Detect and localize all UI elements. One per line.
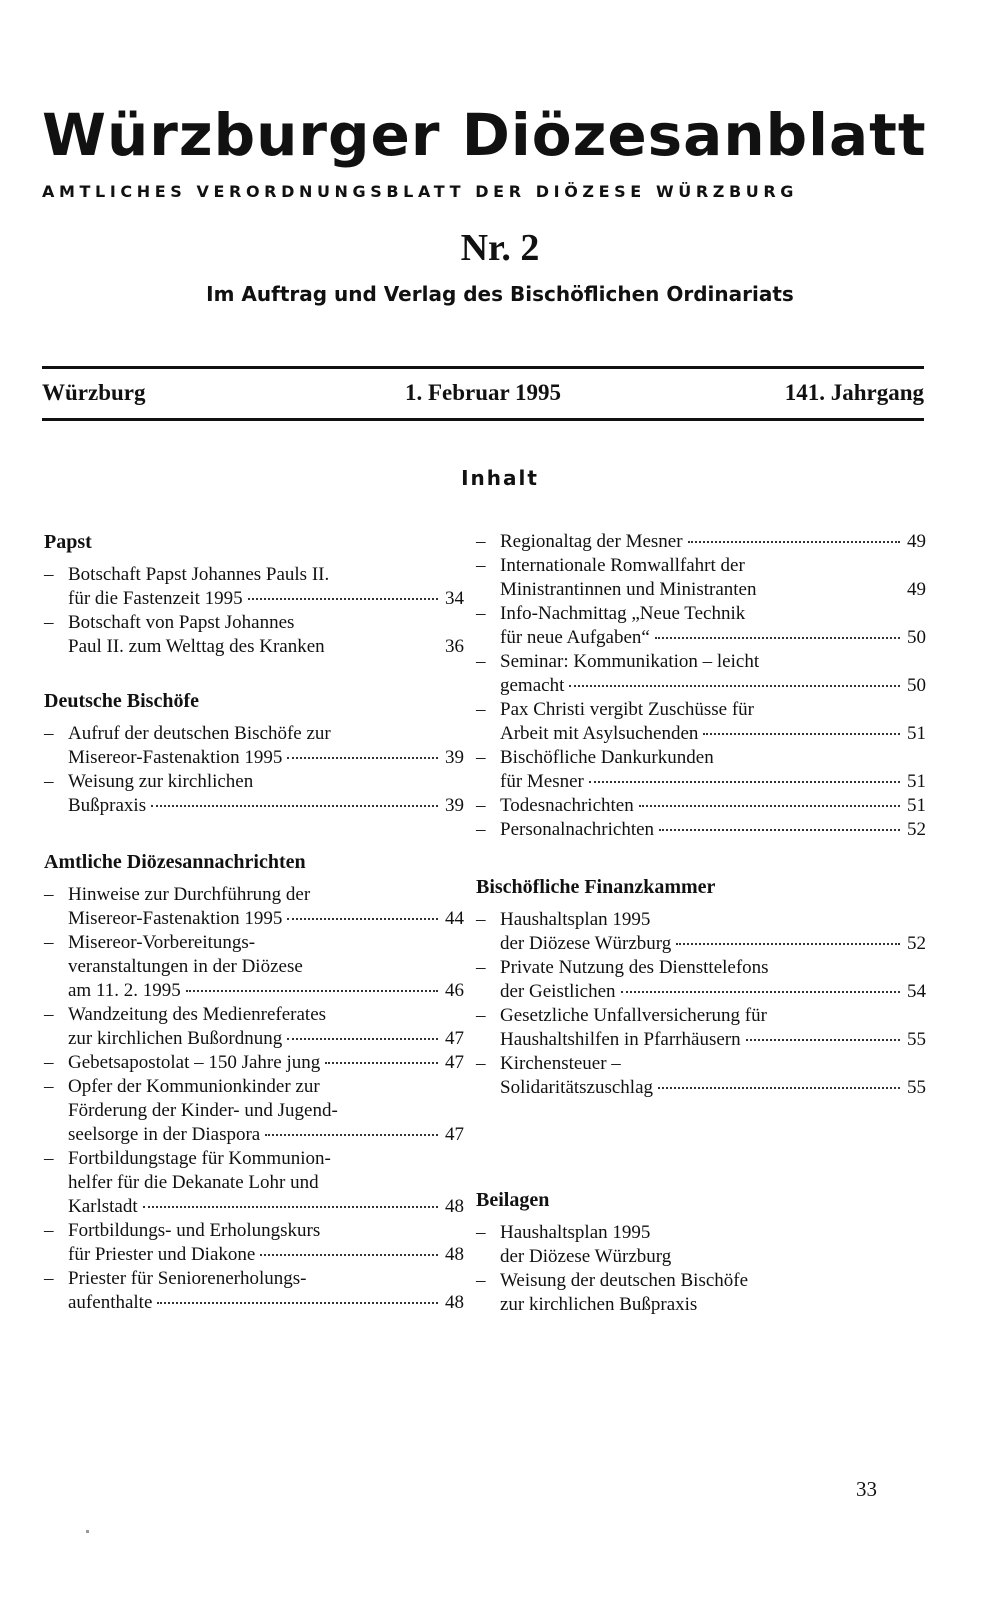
entry-last-line [500, 1028, 926, 1052]
entry-line: helfer für die Dekanate Lohr und [68, 1172, 319, 1193]
contents-entry [476, 602, 926, 650]
entry-dash: – [476, 1053, 486, 1074]
dot-leader [265, 1134, 438, 1136]
dot-leader [761, 589, 900, 591]
entry-last-line [500, 1076, 926, 1100]
issue-number: Nr. 2 [460, 227, 540, 269]
entry-line: für Mesner [500, 771, 584, 792]
entry-page-number: 48 [445, 1196, 464, 1217]
contents-entry [476, 530, 926, 554]
entry-last-line [500, 1245, 926, 1269]
entry-line: Wandzeitung des Medienreferates [68, 1004, 327, 1025]
entry-page-number: 51 [907, 771, 926, 792]
contents-entry [476, 1269, 926, 1317]
contents-entry [44, 1051, 464, 1075]
entry-line: Private Nutzung des Diensttelefons [500, 957, 769, 978]
issue-volume: 141. Jahrgang [784, 380, 924, 405]
entry-last-line [500, 530, 926, 554]
entry-last-line [500, 932, 926, 956]
entry-last-line [68, 979, 464, 1003]
entry-line: seelsorge in der Diaspora [68, 1124, 261, 1145]
contents-entry [476, 794, 926, 818]
contents-section [476, 530, 926, 842]
entry-line: Gebetsapostolat – 150 Jahre jung [68, 1052, 321, 1073]
entry-line: Botschaft von Papst Johannes [68, 612, 295, 633]
dot-leader [676, 943, 900, 945]
entry-last-line [500, 578, 926, 602]
entry-dash: – [476, 651, 486, 672]
contents-column-left [44, 530, 464, 1315]
entry-page-number: 48 [445, 1244, 464, 1265]
dot-leader [157, 1302, 438, 1304]
entry-line: veranstaltungen in der Diözese [68, 956, 303, 977]
entry-dash: – [44, 884, 54, 905]
entry-dash: – [44, 771, 54, 792]
entry-line: Weisung der deutschen Bischöfe [500, 1270, 749, 1291]
entry-line: Botschaft Papst Johannes Pauls II. [68, 564, 330, 585]
entry-page-number: 44 [445, 908, 464, 929]
entry-page-number: 54 [907, 981, 926, 1002]
entry-dash: – [44, 723, 54, 744]
contents-entry [44, 722, 464, 770]
entry-last-line [68, 1243, 464, 1267]
entry-last-line [68, 1123, 464, 1147]
entry-last-line [500, 722, 926, 746]
entry-line: Bußpraxis [68, 795, 147, 816]
entry-line: Seminar: Kommunikation – leicht [500, 651, 760, 672]
contents-entry [44, 770, 464, 818]
entry-line: für neue Aufgaben“ [500, 627, 650, 648]
contents-entry [44, 1003, 464, 1051]
entry-line: Pax Christi vergibt Zuschüsse für [500, 699, 755, 720]
dot-leader [655, 637, 900, 639]
dot-leader [658, 1087, 900, 1089]
entry-line: zur kirchlichen Bußpraxis [500, 1294, 698, 1315]
entry-page-number: 49 [907, 579, 926, 600]
contents-section [44, 850, 464, 1315]
entry-line: der Diözese Würzburg [500, 933, 672, 954]
dot-leader [287, 757, 438, 759]
entry-last-line [68, 1195, 464, 1219]
contents-entry [476, 956, 926, 1004]
dot-leader [287, 918, 438, 920]
entry-line: Todesnachrichten [500, 795, 634, 816]
contents-entry [476, 698, 926, 746]
contents-entry [476, 650, 926, 698]
contents-entry [44, 1147, 464, 1219]
entry-line: gemacht [500, 675, 565, 696]
contents-entry [44, 1075, 464, 1147]
entry-line: Haushaltshilfen in Pfarrhäusern [500, 1029, 741, 1050]
entry-page-number: 52 [907, 933, 926, 954]
entry-last-line [500, 626, 926, 650]
dot-leader [703, 733, 900, 735]
issue-place: Würzburg [42, 380, 146, 405]
contents-entry [44, 931, 464, 1003]
entry-line: Opfer der Kommunionkinder zur [68, 1076, 320, 1097]
dot-leader [186, 990, 438, 992]
contents-entry [44, 1267, 464, 1315]
entry-dash: – [476, 699, 486, 720]
contents-column-right [476, 530, 926, 1317]
entry-line: Fortbildungs- und Erholungskurs [68, 1220, 321, 1241]
contents-entry [476, 1004, 926, 1052]
entry-page-number: 46 [445, 980, 464, 1001]
entry-line: Misereor-Fastenaktion 1995 [68, 908, 283, 929]
entry-last-line [500, 818, 926, 842]
entry-dash: – [44, 612, 54, 633]
section-heading: Beilagen [476, 1189, 550, 1211]
dot-leader [688, 541, 900, 543]
entry-dash: – [476, 747, 486, 768]
entry-last-line [68, 907, 464, 931]
entry-dash: – [44, 1148, 54, 1169]
entry-line: Förderung der Kinder- und Jugend- [68, 1100, 338, 1121]
dot-leader [143, 1206, 438, 1208]
dot-leader [260, 1254, 438, 1256]
entry-last-line [68, 794, 464, 818]
entry-page-number: 50 [907, 675, 926, 696]
contents-section [44, 689, 464, 818]
dot-leader [325, 1062, 438, 1064]
entry-dash: – [44, 1076, 54, 1097]
section-heading: Deutsche Bischöfe [44, 690, 199, 712]
entry-line: Personalnachrichten [500, 819, 655, 840]
dot-leader [621, 991, 900, 993]
entry-page-number: 51 [907, 723, 926, 744]
entry-page-number: 39 [445, 795, 464, 816]
section-heading: Papst [44, 531, 92, 553]
dot-leader [639, 805, 900, 807]
entry-last-line [500, 794, 926, 818]
contents-section [476, 875, 926, 1100]
entry-line: Misereor-Fastenaktion 1995 [68, 747, 283, 768]
scan-speck [86, 1530, 89, 1533]
entry-page-number: 47 [445, 1124, 464, 1145]
entry-dash: – [44, 1052, 54, 1073]
entry-line: Fortbildungstage für Kommunion- [68, 1148, 331, 1169]
entry-line: der Geistlichen [500, 981, 616, 1002]
entry-page-number: 47 [445, 1052, 464, 1073]
entry-line: Kirchensteuer – [500, 1053, 621, 1074]
entry-line: Weisung zur kirchlichen [68, 771, 254, 792]
entry-line: Aufruf der deutschen Bischöfe zur [68, 723, 331, 744]
entry-dash: – [44, 564, 54, 585]
entry-dash: – [476, 531, 486, 552]
entry-line: Gesetzliche Unfallversicherung für [500, 1005, 767, 1026]
entry-dash: – [44, 1004, 54, 1025]
entry-dash: – [476, 603, 486, 624]
header-rule-top [42, 366, 924, 369]
entry-page-number: 49 [907, 531, 926, 552]
entry-last-line [68, 587, 464, 611]
entry-last-line [500, 980, 926, 1004]
entry-page-number: 55 [907, 1029, 926, 1050]
entry-last-line [68, 1051, 464, 1075]
entry-last-line [68, 635, 464, 659]
section-heading: Amtliche Diözesannachrichten [44, 851, 306, 873]
dot-leader [589, 781, 900, 783]
entry-line: Info-Nachmittag „Neue Technik [500, 603, 746, 624]
publication-title: Würzburger Diözesanblatt [42, 101, 927, 169]
entry-line: Internationale Romwallfahrt der [500, 555, 745, 576]
contents-entry [44, 1219, 464, 1267]
contents-entry [44, 563, 464, 611]
entry-line: aufenthalte [68, 1292, 153, 1313]
header-rule-bottom [42, 418, 924, 421]
entry-line: Misereor-Vorbereitungs- [68, 932, 256, 953]
contents-section [44, 530, 464, 659]
entry-page-number: 47 [445, 1028, 464, 1049]
entry-page-number: 50 [907, 627, 926, 648]
contents-entry [44, 611, 464, 659]
section-heading: Bischöfliche Finanzkammer [476, 876, 716, 898]
publisher-line: Im Auftrag und Verlag des Bischöflichen Ordinariats [206, 282, 794, 306]
entry-line: Solidaritätszuschlag [500, 1077, 654, 1098]
dot-leader [659, 829, 900, 831]
entry-line: zur kirchlichen Bußordnung [68, 1028, 283, 1049]
entry-page-number: 52 [907, 819, 926, 840]
entry-line: für Priester und Diakone [68, 1244, 256, 1265]
entry-dash: – [44, 1220, 54, 1241]
entry-last-line [68, 1291, 464, 1315]
contents-entry [476, 1052, 926, 1100]
entry-line: Haushaltsplan 1995 [500, 909, 651, 930]
entry-dash: – [476, 957, 486, 978]
publication-subtitle: AMTLICHES VERORDNUNGSBLATT DER DIÖZESE WÜRZBURG [42, 182, 798, 201]
contents-entry [44, 883, 464, 931]
entry-dash: – [476, 909, 486, 930]
contents-heading: Inhalt [461, 466, 539, 490]
page-number: 33 [856, 1477, 877, 1501]
entry-line: Haushaltsplan 1995 [500, 1222, 651, 1243]
entry-line: der Diözese Würzburg [500, 1246, 672, 1267]
entry-last-line [68, 1027, 464, 1051]
entry-dash: – [44, 932, 54, 953]
entry-last-line [68, 746, 464, 770]
dot-leader [746, 1039, 900, 1041]
issue-info-row [42, 380, 924, 412]
contents-entry [476, 746, 926, 794]
issue-date: 1. Februar 1995 [404, 380, 562, 405]
entry-last-line [500, 674, 926, 698]
contents-entry [476, 908, 926, 956]
entry-last-line [500, 770, 926, 794]
contents-entry [476, 554, 926, 602]
dot-leader [287, 1038, 438, 1040]
contents-entry [476, 818, 926, 842]
entry-line: Karlstadt [68, 1196, 138, 1217]
entry-line: Bischöfliche Dankurkunden [500, 747, 714, 768]
entry-dash: – [44, 1268, 54, 1289]
dot-leader [151, 805, 438, 807]
entry-page-number: 55 [907, 1077, 926, 1098]
entry-line: Paul II. zum Welttag des Kranken [68, 636, 325, 657]
entry-page-number: 48 [445, 1292, 464, 1313]
dot-leader [569, 685, 900, 687]
entry-line: für die Fastenzeit 1995 [68, 588, 243, 609]
entry-line: Regionaltag der Mesner [500, 531, 683, 552]
entry-line: Arbeit mit Asylsuchenden [500, 723, 699, 744]
entry-line: Hinweise zur Durchführung der [68, 884, 311, 905]
contents-entry [476, 1221, 926, 1269]
entry-page-number: 51 [907, 795, 926, 816]
entry-line: Priester für Seniorenerholungs- [68, 1268, 307, 1289]
contents-section [476, 1188, 926, 1317]
entry-line: Ministrantinnen und Ministranten [500, 579, 757, 600]
entry-page-number: 34 [445, 588, 464, 609]
dot-leader [248, 598, 438, 600]
entry-page-number: 36 [445, 636, 464, 657]
entry-page-number: 39 [445, 747, 464, 768]
entry-line: am 11. 2. 1995 [68, 980, 181, 1001]
entry-dash: – [476, 819, 486, 840]
entry-dash: – [476, 795, 486, 816]
entry-dash: – [476, 1270, 486, 1291]
entry-dash: – [476, 1222, 486, 1243]
entry-dash: – [476, 1005, 486, 1026]
entry-dash: – [476, 555, 486, 576]
entry-last-line [500, 1293, 926, 1317]
dot-leader [330, 646, 438, 648]
